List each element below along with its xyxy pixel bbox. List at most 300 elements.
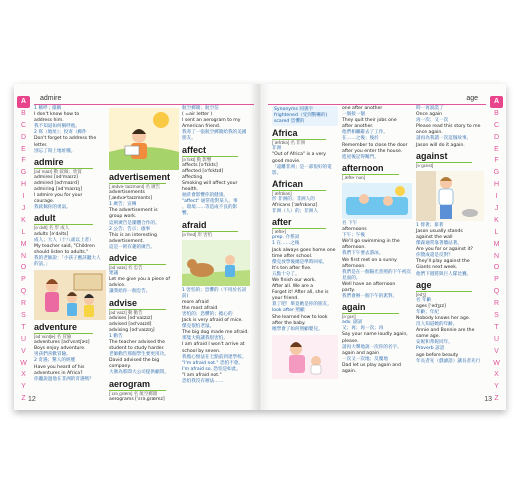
entry-line: Jack is very afraid of mice. <box>182 318 243 324</box>
headword: age <box>416 280 472 292</box>
entry-line: 形 非洲的；非洲人的 <box>272 196 315 202</box>
boy-reading-drawing <box>109 108 179 170</box>
entry-line: prep. 介系詞 <box>272 235 300 241</box>
entry-line: Forget it! After all, she is <box>272 290 329 296</box>
entry-line: 2 公告；告示；啟事 <box>109 226 151 232</box>
alphabet-tab[interactable]: Z <box>494 395 499 403</box>
entry-line: frightened（受到驚嚇的) <box>274 113 328 119</box>
entry-line: scared 恐懼的 <box>274 119 305 125</box>
entry-line: Have you heard of his <box>34 364 85 370</box>
entry-line: Once again <box>416 112 443 118</box>
entry-body <box>182 163 250 218</box>
entry-line: Giants next week. <box>416 265 458 271</box>
entry-line: The teacher advised the <box>109 339 165 345</box>
entry-line: adv. 副詞 <box>342 320 363 326</box>
entry-line: 一次又一次地；反覆地 <box>342 356 388 362</box>
headword: adult <box>34 213 93 225</box>
entry-advice <box>109 253 179 295</box>
entry-line: again. <box>342 369 357 374</box>
alphabet-tab[interactable]: D <box>493 133 500 141</box>
entry-body <box>34 175 106 212</box>
entry-line: [ˌædvɚˈtaɪzmənts] <box>109 196 153 202</box>
entry-line: 我們下午要去游泳。 <box>342 251 384 257</box>
entry-adventure <box>34 322 106 383</box>
entry-line: advising [ədˈvaɪzɪŋ] <box>109 327 155 333</box>
alphabet-tab[interactable]: U <box>20 335 27 343</box>
entry-line: 五點十分了。 <box>272 271 300 277</box>
entry-line: afternoons <box>342 227 367 233</box>
entry-line: 讓我給你一個忠告。 <box>109 289 151 295</box>
entry-body <box>34 340 106 383</box>
entry-line: 年齡；年紀 <box>416 309 439 315</box>
entry-line: the most afraid <box>182 305 218 311</box>
entry-line: 響。 <box>182 211 192 217</box>
alphabet-tab[interactable]: I <box>22 193 25 201</box>
entry-line: 又；再；再一次；再 <box>342 326 384 332</box>
entry-against <box>416 151 484 278</box>
entry-line: 1 倚著；靠著 <box>416 222 444 228</box>
entry-line: group work. <box>109 214 137 220</box>
entry-line: Nobody knows her age. <box>416 315 471 321</box>
entry-line: after another. <box>342 124 374 130</box>
entry-line: Jason will do it again. <box>416 142 465 148</box>
synonyms-body <box>274 113 336 125</box>
entry-line: same age. <box>416 334 440 340</box>
pronunciation: [ˌædvɚˈtaɪzmənt] 名 廣告 <box>109 184 161 189</box>
alphabet-tab[interactable]: V <box>494 347 499 355</box>
entry-line: 我們是在一個陽光普照的下午初次見面的。 <box>342 269 411 281</box>
headword: African <box>272 179 326 191</box>
running-head-rule <box>268 104 486 105</box>
entry-body <box>109 316 179 377</box>
mother-baby-drawing <box>272 335 338 379</box>
entry-line: affecting <box>182 174 203 180</box>
pronunciation: [ədˈvɛntʃɚ] 名 冒險 <box>34 334 72 340</box>
entry-line: 航空郵簡；航空信 <box>182 106 219 111</box>
running-head: age <box>466 95 478 102</box>
left-page <box>14 84 260 410</box>
alphabet-tab[interactable]: U <box>493 335 500 343</box>
dog-chasing-drawing <box>182 240 250 286</box>
entry-line: 非洲 <box>272 146 282 152</box>
pronunciation: [ədˈmaɪr] 動 欽佩；欣賞 <box>34 168 82 174</box>
entry-line: Say your name loudly again, <box>342 332 408 338</box>
entry-line: afternoon. <box>342 245 366 251</box>
entry-line: 、環境……等造成不良的影 <box>182 205 238 211</box>
entry-afraid <box>182 220 250 386</box>
entry-line: 「遠離非洲」是一部很好的電影。 <box>272 164 332 176</box>
alphabet-tab[interactable]: F <box>494 157 499 165</box>
entry-line: 進屋後記得關門。 <box>342 154 379 160</box>
entry-line: "Out of Africa" is a very <box>272 152 327 158</box>
entry-line: 名 下午 <box>342 220 358 226</box>
entry-line: 我寄了一張航空郵簡給我的美國朋友。 <box>182 130 247 142</box>
alphabet-tab[interactable]: M <box>20 240 27 248</box>
entry-line: 傑克放學後總是準時回家。 <box>272 259 328 265</box>
alphabet-tab[interactable]: N <box>493 252 500 260</box>
illustration-mother-baby <box>272 335 338 379</box>
entry-line: Africans [ˈæfrɪkənz] <box>272 203 318 209</box>
entry-line: We finish our work. <box>272 277 317 283</box>
swimming-pool-drawing <box>342 183 412 219</box>
entry-line: school by seven. <box>182 348 221 354</box>
pronunciation: [ˈæfrɪkən] <box>272 190 292 196</box>
headword: advertisement <box>109 172 171 182</box>
alphabet-tab[interactable]: J <box>21 205 26 213</box>
entry-affect <box>182 145 250 218</box>
alphabet-tab[interactable]: A <box>17 96 30 108</box>
entry-line: After all. We are a <box>272 284 314 290</box>
entry-line: 年長者先（戲謔語）讓長者先行 <box>416 358 481 364</box>
page-number: 12 <box>28 396 36 403</box>
entry-line: 建議 <box>109 271 119 277</box>
entry-body <box>109 271 179 295</box>
entry-line: age before beauty <box>416 352 459 358</box>
entry-line: 男孩們喜歡冒險。 <box>34 352 71 358</box>
entry-line: Jack always goes home one <box>272 247 336 253</box>
entry-line: health. <box>182 187 199 193</box>
entry-body <box>416 298 484 365</box>
alphabet-tab[interactable]: O <box>20 264 27 272</box>
entry-afternoon <box>342 163 412 300</box>
entry-line: advises [ədˈvaɪzɪz] <box>109 315 153 321</box>
entry-line: affected [əˈfɛktɪd] <box>182 168 224 174</box>
entry-line: 請再大聲地說一次你的名字。 <box>342 344 402 350</box>
entry-line: afternoon. <box>342 263 366 269</box>
entry-line: Boys enjoy adventure. <box>34 346 86 352</box>
column-2 <box>109 106 179 402</box>
entry-line: adventures [ədˈvɛntʃɚz] <box>34 340 90 346</box>
entry-line: Dad let us play again and <box>342 362 401 368</box>
alphabet-tab[interactable]: K <box>21 216 26 224</box>
alphabet-tab[interactable]: H <box>20 181 27 189</box>
text-block <box>182 106 250 143</box>
entry-line: 那隻大狗讓我很害怕。 <box>182 336 228 342</box>
alphabet-tab[interactable]: S <box>494 312 499 320</box>
entry-line: 非洲（人）的；非洲人 <box>272 209 318 215</box>
entry-line: admires [ədˈmaɪrz] <box>34 174 78 180</box>
entry-line: advertisement. <box>109 238 144 244</box>
entry-body <box>272 197 338 215</box>
entry-body <box>342 320 412 375</box>
entry-line: 別忘了寫上地址哦。 <box>34 148 76 154</box>
column-1 <box>272 106 338 394</box>
headword: advise <box>109 298 166 310</box>
entry-line: 請再為我讀一次這個故事。 <box>416 136 472 142</box>
headword: affect <box>182 145 238 157</box>
alphabet-tab[interactable]: W <box>20 359 27 367</box>
alphabet-tab[interactable]: G <box>493 169 500 177</box>
entry-body <box>272 146 338 176</box>
running-head-rule <box>34 104 254 105</box>
entry-line: courage. <box>34 199 55 205</box>
entry-line: against the wall <box>416 234 453 240</box>
entry-line: admiring [ədˈmaɪrɪŋ] <box>34 187 83 193</box>
pronunciation: [əˈfɛkt] 動 影響 <box>182 156 212 162</box>
entry-line: again and again <box>342 350 380 356</box>
entry-line: 這則廣告是團體合作的。 <box>109 220 160 226</box>
entry-line: adventures in Africa? <box>34 370 83 376</box>
entry-line: advertisements <box>109 190 145 196</box>
entry-line: "affect" 通常指對某人、事 <box>182 199 238 205</box>
column-3 <box>182 106 250 394</box>
alphabet-tab[interactable]: G <box>20 169 27 177</box>
alphabet-tab[interactable]: M <box>493 240 500 248</box>
entry-line: 安妮和邦妮同年。 <box>416 340 453 346</box>
entry-line: ages [ˈedʒɪz] <box>416 303 446 309</box>
alphabet-tab[interactable]: A <box>490 96 503 108</box>
entry-line: The advertisement is <box>109 208 158 214</box>
pronunciation: [ədˈvaɪz] 動 勸告 <box>109 309 143 315</box>
entry-line: 傑克很怕老鼠。 <box>182 324 215 330</box>
illustration-pool <box>342 183 412 219</box>
entry-line: 1 稱呼 ; 擡稱 <box>34 106 62 111</box>
alphabet-tabs <box>490 96 503 405</box>
pronunciation: [əˈdʌlt] 名 形 成人 <box>34 225 70 231</box>
entry-line: 老師勸告那個學生要更用功。 <box>109 352 169 358</box>
entry-line: more afraid <box>182 299 209 305</box>
text-block <box>416 106 484 149</box>
entry-line: look after 照顧 <box>272 308 305 314</box>
entry-line: 恐怕我沒有辦法…… <box>182 379 224 384</box>
entry-body <box>34 232 106 269</box>
entry-line: 的話。」 <box>34 261 51 267</box>
pronunciation: [ˈæftɚ] <box>272 229 286 235</box>
alphabet-tab[interactable]: B <box>21 109 26 117</box>
alphabet-tab[interactable]: N <box>20 252 27 260</box>
entry-body <box>342 221 412 300</box>
entry-after <box>272 217 338 333</box>
entry-line: 大衛為那間大公司提供顧問。 <box>109 370 169 376</box>
entry-line: admired [ədˈmaɪrd] <box>34 180 79 186</box>
alphabet-tab[interactable]: W <box>493 359 500 367</box>
entry-line: after you enter the house. <box>342 148 403 154</box>
pronunciation: [əˈɡɛn] <box>342 314 356 320</box>
entry-line: company. <box>109 364 131 370</box>
entry-line: This is an interesting <box>109 232 157 238</box>
alphabet-tab[interactable]: R <box>493 300 500 308</box>
entry-line: I don't know how to <box>34 112 80 118</box>
synonyms-title: Synonyms 同義字 <box>274 107 314 112</box>
alphabet-tab[interactable]: Q <box>20 288 27 296</box>
alphabet-tab[interactable]: E <box>21 145 26 153</box>
entry-line: 1 在……之後 <box>272 241 300 247</box>
alphabet-tab[interactable]: Z <box>21 395 26 403</box>
page-number: 13 <box>484 396 492 403</box>
entry-line: 算了吧！畢竟她是你的朋友。 <box>272 302 332 308</box>
entry-line: We first met on a sunny <box>342 257 397 263</box>
entry-line: It's ten after five. <box>272 265 312 271</box>
entry-line: Remember to close the door <box>342 142 408 148</box>
entry-line: 我擔心無法在七點前到達學校。 <box>182 354 247 360</box>
entry-adult <box>34 213 106 268</box>
illustration-dog-chasing <box>182 240 250 286</box>
entry-line: 成人；大人（十八歲以上者） <box>34 237 94 243</box>
entry-line: after the baby. <box>272 320 306 326</box>
alphabet-tab[interactable]: Y <box>494 383 499 391</box>
entry-again <box>342 302 412 375</box>
entry-body <box>272 235 338 333</box>
entry-advise <box>109 298 179 377</box>
entry-african <box>272 179 338 215</box>
entry-line: Don't forget to address the <box>34 136 97 142</box>
entry-line: 2 寫（地址）；投寄（郵件 <box>34 130 87 136</box>
pronunciation: [ədˈvaɪs] 名 忠告 <box>109 265 143 271</box>
alphabet-tab[interactable]: Y <box>21 383 26 391</box>
alphabet-tab[interactable]: L <box>21 228 26 236</box>
entry-line: good movie. <box>272 158 301 164</box>
alphabet-tab[interactable]: C <box>20 121 27 129</box>
entry-line: once again. <box>416 130 443 136</box>
entry-line: student to study harder. <box>109 346 165 352</box>
column-3 <box>416 106 484 394</box>
entry-line: 你聽說過他在非洲的奇遇嗎？ <box>34 376 94 382</box>
entry-line: Let me give you a piece of <box>109 277 170 283</box>
entry-line: 我不知道如何稱呼他。 <box>34 124 80 130</box>
entry-line: They'll play against the <box>416 259 470 265</box>
entry-line: should listen to adults." <box>34 249 89 255</box>
entry-aerogram <box>109 379 179 403</box>
alphabet-tab[interactable]: S <box>21 312 26 320</box>
entry-line: please. <box>342 338 359 344</box>
headword: again <box>342 302 399 314</box>
open-dictionary-book <box>14 84 506 410</box>
pronunciation: [ˈɛrəˌɡræm] 名 航空郵簡 <box>109 390 158 396</box>
alphabet-tab[interactable]: L <box>494 228 499 236</box>
column-2 <box>342 106 412 394</box>
pronunciation: [edʒ] <box>416 291 426 297</box>
entry-line: 時一再說謊了 <box>416 106 444 111</box>
alphabet-tab[interactable]: B <box>494 109 499 117</box>
entry-body <box>182 288 250 386</box>
text-block <box>34 106 106 155</box>
entry-line: 我欽佩你的勇氣。 <box>34 205 71 211</box>
entry-age <box>416 280 484 365</box>
entry-line: 名 年齡 <box>416 297 432 303</box>
entry-line: 下午；午後 <box>342 233 365 239</box>
entry-line: 害怕的；恐懼的；擔心的 <box>182 311 233 317</box>
entry-line: 他們相繼辭去了工作。 <box>342 130 388 136</box>
alphabet-tab[interactable]: X <box>21 371 26 379</box>
alphabet-tab[interactable]: Q <box>493 288 500 296</box>
entry-line: Jason usually stands <box>416 228 463 234</box>
entry-line: The big dog made me afraid. <box>182 330 249 336</box>
alphabet-tab[interactable]: P <box>21 276 26 284</box>
entry-line: time after school. <box>272 253 313 259</box>
alphabet-tab[interactable]: O <box>493 264 500 272</box>
alphabet-tab[interactable]: X <box>494 371 499 379</box>
entry-line: advice. <box>109 283 126 289</box>
headword: against <box>416 151 472 163</box>
entry-line: advised [ədˈvaɪzd] <box>109 321 152 327</box>
headword: admire <box>34 157 93 169</box>
entry-line: 1 廣告；宣傳 <box>109 202 137 208</box>
entry-body <box>416 223 484 278</box>
entry-line: Smoking will affect your <box>182 180 238 186</box>
entry-line: 沒人知道她的年齡。 <box>416 322 458 328</box>
pronunciation: [ˌæftɚˈnun] <box>342 174 365 180</box>
entry-line: 1 勸告 <box>109 333 123 339</box>
entry-line: adults [əˈdʌlts] <box>34 231 69 237</box>
pronunciation: [əˈɡɛnst] <box>416 162 434 168</box>
entry-line: She learned how to look <box>272 314 328 320</box>
teacher-children-drawing <box>34 270 106 320</box>
alphabet-tab[interactable]: H <box>493 181 500 189</box>
alphabet-tab[interactable]: C <box>493 121 500 129</box>
entry-line: "I am afraid not." <box>182 372 222 378</box>
illustration-boy-leaning <box>416 171 484 221</box>
entry-line: Annie and Bonnie are the <box>416 328 475 334</box>
boy-leaning-drawing <box>416 171 484 221</box>
entry-body <box>109 190 179 251</box>
entry-line: 2 奇遇；驚人的經歷 <box>34 358 76 364</box>
entry-line: Please read this story to me <box>416 124 481 130</box>
entry-line: American friend. <box>182 124 221 130</box>
entry-line: I admire you for your <box>34 193 83 199</box>
alphabet-tab[interactable]: I <box>495 193 498 201</box>
entry-line: David advised the big <box>109 358 160 364</box>
alphabet-tab[interactable]: D <box>20 133 27 141</box>
headword: aerogram <box>109 379 166 391</box>
headword: adventure <box>34 322 93 334</box>
entry-line: 抽菸會影響你的健康。 <box>182 193 228 199</box>
headword: advice <box>109 253 166 265</box>
alphabet-tab[interactable]: E <box>494 145 499 153</box>
pronunciation: [ˈæfrɪkə] 名 非洲 <box>272 140 306 146</box>
entry-line: I am afraid I won't arrive at <box>182 342 245 348</box>
entry-africa <box>272 128 338 177</box>
synonyms-box <box>272 106 338 126</box>
entry-line: They quit their jobs one <box>342 118 397 124</box>
headword: afraid <box>182 220 238 232</box>
entry-line: 一個接一個 <box>342 112 365 118</box>
entry-line: 我的老師說：「小孩子應該聽大人 <box>34 255 101 261</box>
pronunciation: [əˈfred] 形 害怕 <box>182 231 213 237</box>
entry-line: 他們下週將與巨人隊比賽。 <box>416 271 472 277</box>
entry-line: 1 害怕的；恐懼的（不用於名詞前) <box>182 287 247 299</box>
entry-line: 傑森通常靠著牆站著。 <box>416 241 462 247</box>
entry-line: Are you for or against it? <box>416 247 473 253</box>
illustration-teacher-children <box>34 270 106 320</box>
illustration-reading-boy <box>109 108 179 170</box>
entry-line: letter. <box>34 142 48 148</box>
right-page <box>260 84 506 410</box>
alphabet-tab[interactable]: F <box>21 157 26 165</box>
entry-line: "I'm afraid not." 恐怕不會。 <box>182 360 243 366</box>
column-1 <box>34 106 106 394</box>
entry-line: your friend. <box>272 296 299 302</box>
alphabet-tab[interactable]: P <box>494 276 499 284</box>
entry-line: one after another <box>342 106 383 111</box>
headword: afternoon <box>342 163 399 175</box>
entry-line: affects [əˈfɛkts] <box>182 162 218 168</box>
entry-line: aerograms [ˈɛrəˌɡræmz] <box>109 396 165 402</box>
entry-line: 我們會辦一個下午的派對。 <box>342 294 398 300</box>
alphabet-tab[interactable]: V <box>21 347 26 355</box>
entry-line: Proverb 諺語 <box>416 346 445 352</box>
alphabet-tab[interactable]: K <box>494 216 499 224</box>
entry-line: 在……之後；後於 <box>342 136 379 142</box>
entry-body <box>109 397 179 403</box>
entry-line: My teacher said, "Children <box>34 243 95 249</box>
entry-advertisement <box>109 172 179 251</box>
entry-line: We'll go swimming in the <box>342 239 400 245</box>
alphabet-tab[interactable]: J <box>494 205 499 213</box>
alphabet-tab[interactable]: T <box>21 323 26 331</box>
alphabet-tab[interactable]: T <box>494 323 499 331</box>
alphabet-tab[interactable]: R <box>20 300 27 308</box>
entry-line: 再一次；又一次 <box>416 118 449 124</box>
